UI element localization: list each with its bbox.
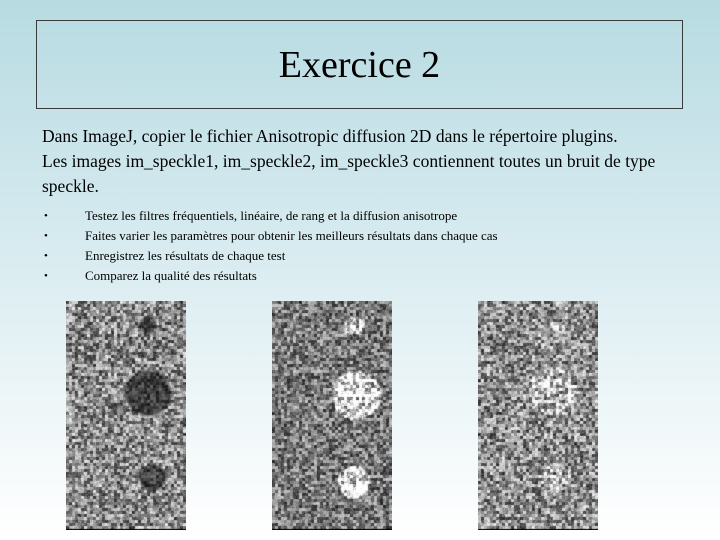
body-text bbox=[42, 124, 692, 199]
bullet-text: Enregistrez les résultats de chaque test bbox=[85, 248, 286, 263]
bullet-icon: • bbox=[44, 250, 48, 262]
paragraph-instructions: Dans ImageJ, copier le fichier Anisotropic diffusion 2D dans le répertoire plugins. bbox=[42, 126, 618, 146]
bullet-icon: • bbox=[44, 230, 48, 242]
bullet-text: Testez les filtres fréquentiels, linéaire, de rang et la diffusion anisotrope bbox=[85, 208, 458, 223]
paragraph-images: Les images im_speckle1, im_speckle2, im_speckle3 contiennent toutes un bruit de type speckle. bbox=[42, 151, 656, 196]
bullet-icon: • bbox=[44, 210, 48, 222]
list-item bbox=[42, 226, 702, 246]
slide-title: Exercice 2 bbox=[278, 43, 441, 86]
speckle-image-3 bbox=[478, 301, 598, 530]
bullet-list bbox=[42, 206, 702, 286]
title-box bbox=[36, 20, 683, 109]
list-item bbox=[42, 206, 702, 226]
speckle-image-1 bbox=[66, 301, 186, 530]
bullet-text: Faites varier les paramètres pour obtenir les meilleurs résultats dans chaque cas bbox=[85, 228, 498, 243]
bullet-text: Comparez la qualité des résultats bbox=[85, 268, 257, 283]
list-item bbox=[42, 266, 702, 286]
list-item bbox=[42, 246, 702, 266]
bullet-icon: • bbox=[44, 270, 48, 282]
speckle-image-2 bbox=[272, 301, 392, 530]
